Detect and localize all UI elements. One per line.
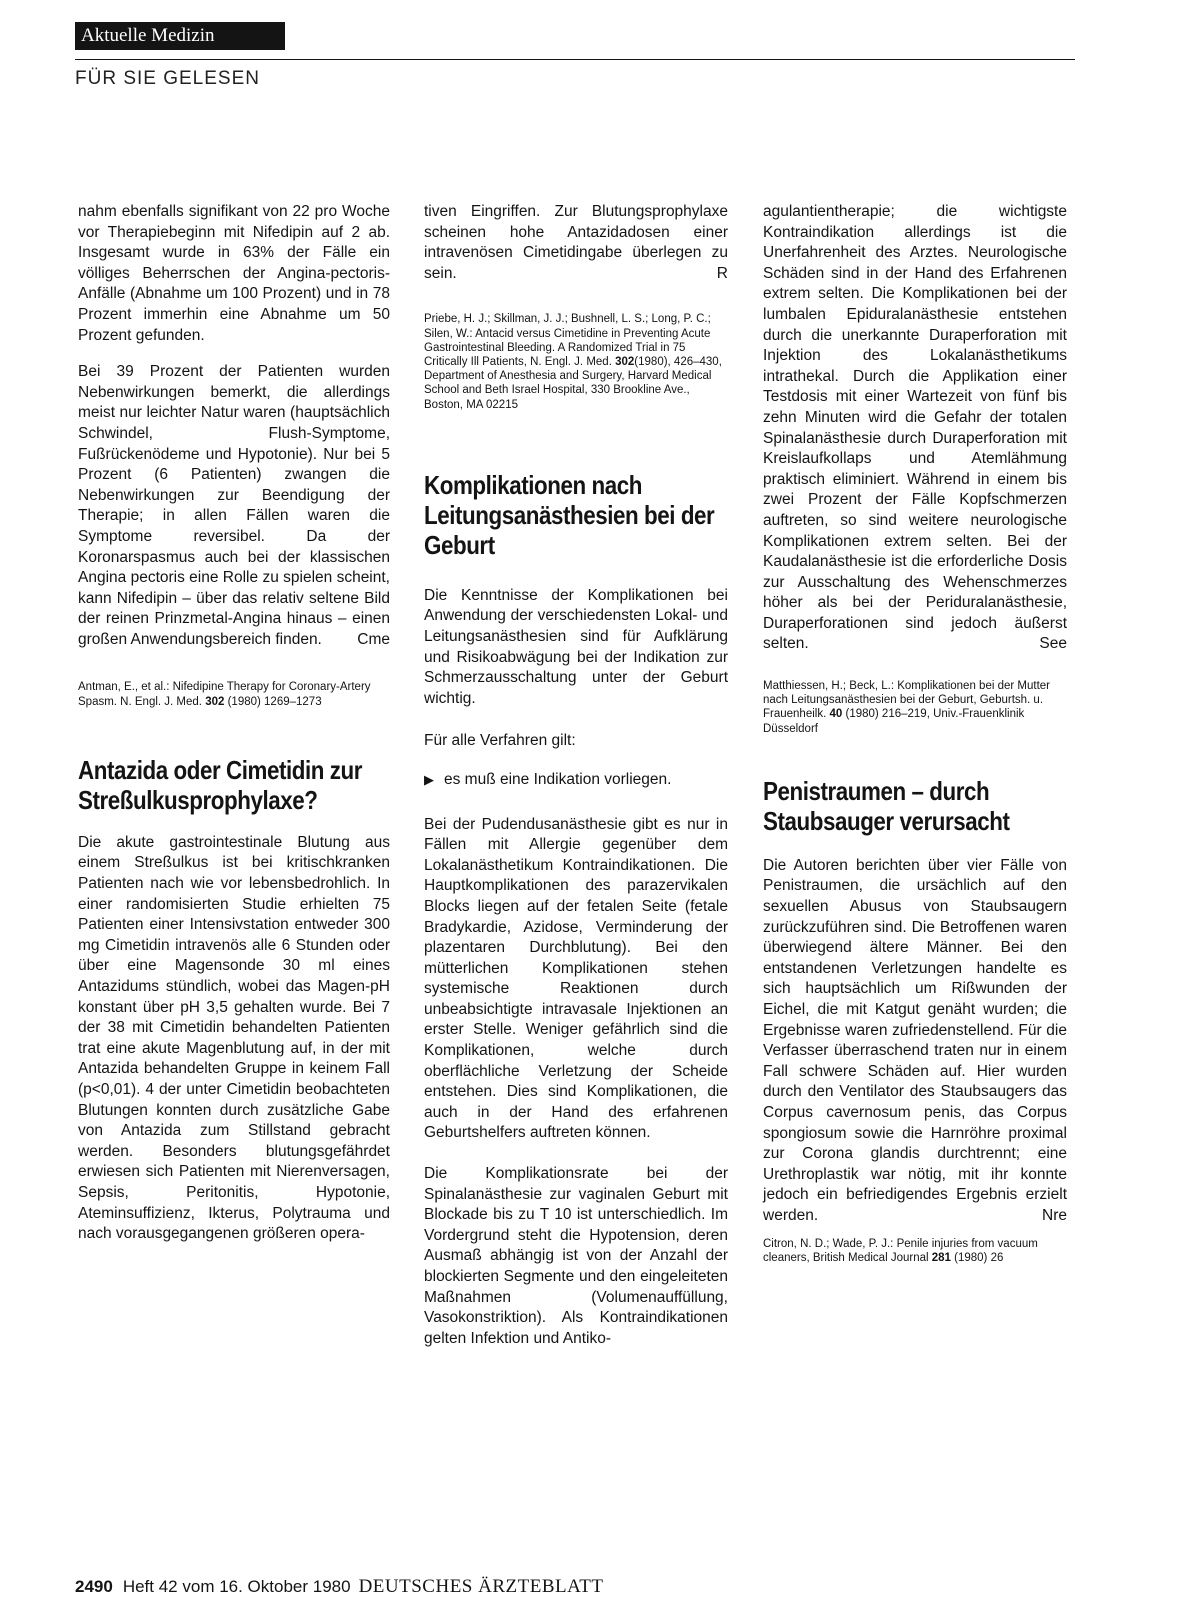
kicker: FÜR SIE GELESEN bbox=[75, 68, 260, 89]
column-1 bbox=[78, 202, 390, 1245]
paragraph: agulantientherapie; die wichtigste Kontraindikation allerdings ist die Unerfahrenheit des Arztes. Neurologische Schäden sind in der Hand des Erfahrenen extrem selten. Die Komplikationen bei der lumbalen Epiduralanästhesie entstehen durch die unerkannte Duraperforation mit Injektion des Lokalanästhetikums intrathekal. Durch die Applikation einer Testdosis mit einer Wartezeit von fünf bis zehn Minuten wird die Gefahr der totalen Spinalanästhesie durch Duraperforation mit Kreislaufkollaps und Atemlähmung praktisch eliminiert. Während in einem bis zwei Prozent der Fälle Kopfschmerzen auftreten, so sind weitere neurologische Komplikationen extrem selten. Bei der Kaudalanästhesie ist die erforderliche Dosis zur Ausschaltung des Wehenschmerzes höher als bei der Periduralanästhesie, Duraperforationen sind jedoch äußerst selten. See bbox=[763, 202, 1067, 655]
paragraph: Für alle Verfahren gilt: bbox=[424, 732, 576, 750]
issue-info: Heft 42 vom 16. Oktober 1980 bbox=[122, 1577, 351, 1596]
author-signature: R bbox=[716, 264, 728, 282]
article-title: Penistraumen – durch Staubsauger verursacht bbox=[763, 775, 1010, 836]
reference: Matthiessen, H.; Beck, L.: Komplikationen bei der Mutter nach Leitungsanästhesien bei der Geburt, Geburtsh. u. Frauenheilk. 40 (1980) 216–219, Univ.-Frauenklinik Düsseldorf bbox=[763, 680, 1050, 735]
reference: Antman, E., et al.: Nifedipine Therapy for Coronary-Artery Spasm. N. Engl. J. Med. 302 (1980) 1269–1273 bbox=[78, 681, 371, 708]
triangle-bullet-icon: ▶ bbox=[424, 771, 434, 787]
paragraph: Die Kenntnisse der Komplikationen bei Anwendung der verschiedensten Lokal- und Leitungsanästhesien sind für Aufklärung und Risikoabwägung bei der Indikation zur Schmerzausschaltung unter der Geburt wichtig. bbox=[424, 586, 728, 707]
reference: Citron, N. D.; Wade, P. J.: Penile injuries from vacuum cleaners, British Medical Journal 281 (1980) 26 bbox=[763, 1237, 1038, 1264]
author-signature: Cme bbox=[357, 630, 390, 648]
section-label: Aktuelle Medizin bbox=[75, 22, 285, 50]
paragraph: Die Komplikationsrate bei der Spinalanästhesie zur vaginalen Geburt mit Blockade bis zu T 10 ist unterschiedlich. Im Vordergrund steht die Hypotension, deren Ausmaß abhängig ist von der Anzahl der blockierten Segmente und den eingeleiteten Maßnahmen (Volumenauffüllung, Vasokonstriktion). Als Kontraindikationen gelten Infektion und Antiko- bbox=[424, 1165, 728, 1347]
paragraph: nahm ebenfalls signifikant von 22 pro Woche vor Therapiebeginn mit Nifedipin auf 2 ab. Insgesamt wurde in 63% der Fälle ein völliges Beherrschen der Angina-pectoris-Anfälle (Abnahme um 100 Prozent) und in 78 Prozent immerhin eine Abnahme um 50 Prozent gefunden. bbox=[78, 203, 390, 344]
author-signature: Nre bbox=[1042, 1206, 1067, 1224]
paragraph: Die akute gastrointestinale Blutung aus einem Streßulkus ist bei kritischkranken Patienten nach wie vor lebensbedrohlich. In einer randomisierten Studie erhielten 75 Patienten einer Intensivstation entweder 300 mg Cimetidin intravenös alle 6 Stunden oder über eine Magensonde 30 ml eines Antazidums stündlich, wobei das Magen-pH konstant über pH 3,5 gehalten wurde. Bei 7 der 38 mit Cimetidin behandelten Patienten trat eine akute Magenblutung auf, in der mit Antazida behandelten Gruppe in keinem Fall (p<0,01). 4 der unter Cimetidin beobachteten Blutungen konnten durch zusätzliche Gabe von Antazida zum Stillstand gebracht werden. Besonders blutungsgefährdet erwiesen sich Patienten mit Nierenversagen, Sepsis, Peritonitis, Hypotonie, Ateminsuffizienz, Ikterus, Polytrauma und nach vorausgegangenen größeren opera- bbox=[78, 833, 390, 1243]
reference: Priebe, H. J.; Skillman, J. J.; Bushnell, L. S.; Long, P. C.; Silen, W.: Antacid versus Cimetidine in Preventing Acute Gastrointestinal Bleeding. A Randomized Trial in 75 Critically Ill Patients, N. Engl. J. Med. 302(1980), 426–430, Department of Anesthesia and Surgery, Harvard Medical School and Beth Israel Hospital, 330 Brookline Ave., Boston, MA 02215 bbox=[424, 313, 722, 411]
article-title: Antazida oder Cimetidin zur Streßulkusprophylaxe? bbox=[78, 754, 363, 815]
header-rule bbox=[75, 59, 1075, 60]
page-number: 2490 bbox=[75, 1577, 113, 1596]
paragraph: Bei 39 Prozent der Patienten wurden Nebenwirkungen bemerkt, die allerdings meist nur leichter Natur waren (hauptsächlich Schwindel, Flush-Symptome, Fußrückenödeme und Hypotonie). Nur bei 5 Prozent (6 Patienten) zwangen die Nebenwirkungen zur Beendigung der Therapie; in allen Fällen waren die Symptome reversibel. Da der Koronarspasmus auch bei der klassischen Angina pectoris eine Rolle zu spielen scheint, kann Nifedipin – über das relativ seltene Bild der reinen Prinzmetal-Angina hinaus – einen großen Anwendungsbereich finden. Cme bbox=[78, 362, 390, 650]
paragraph: tiven Eingriffen. Zur Blutungsprophylaxe scheinen hohe Antazidadosen einer intravenösen Cimetidingabe überlegen zu sein. R bbox=[424, 202, 728, 284]
bullet-item: ▶ es muß eine Indikation vorliegen. bbox=[424, 770, 672, 788]
article-title: Komplikationen nach Leitungsanästhesien bei der Geburt bbox=[424, 469, 715, 560]
author-signature: See bbox=[1039, 635, 1067, 653]
paragraph: Die Autoren berichten über vier Fälle von Penistraumen, die ursächlich auf den sexuellen Abusus von Staubsaugern zurückzuführen sind. Die Betroffenen waren überwiegend ältere Männer. Bei den entstandenen Verletzungen handelte es sich hauptsächlich um Rißwunden der Eichel, die mit Katgut genäht wurden; die Ergebnisse waren zufriedenstellend. Für die Verfasser überraschend traten nur in einem Fall schwere Schäden auf. Hier wurden durch den Ventilator des Staubsaugers das Corpus cavernosum penis, das Corpus spongiosum sowie die Harnröhre proximal zur Corona glandis durchtrennt; eine Urethroplastik war nötig, mit ihr konnte jedoch ein befriedigendes Ergebnis erzielt werden. Nre bbox=[763, 856, 1067, 1227]
column-2 bbox=[424, 202, 728, 1349]
page-footer bbox=[75, 1576, 603, 1598]
column-3 bbox=[763, 202, 1067, 1265]
magazine-name: DEUTSCHES ÄRZTEBLATT bbox=[358, 1576, 604, 1597]
paragraph: Bei der Pudendusanästhesie gibt es nur in Fällen mit Allergie gegenüber dem Lokalanästhetikum Kontraindikationen. Die Hauptkomplikationen des parazervikalen Blocks liegen auf der fetalen Seite (fetale Bradykardie, Azidose, Verminderung der plazentaren Durchblutung). Bei den mütterlichen Komplikationen stehen systemische Reaktionen durch unbeabsichtigte intravasale Injektionen an erster Stelle. Weniger gefährlich sind die Komplikationen, welche durch oberflächliche Verletzung der Scheide entstehen. Dies sind Komplikationen, die auch in der Hand des erfahrenen Geburtshelfers auftreten können. bbox=[424, 815, 728, 1142]
